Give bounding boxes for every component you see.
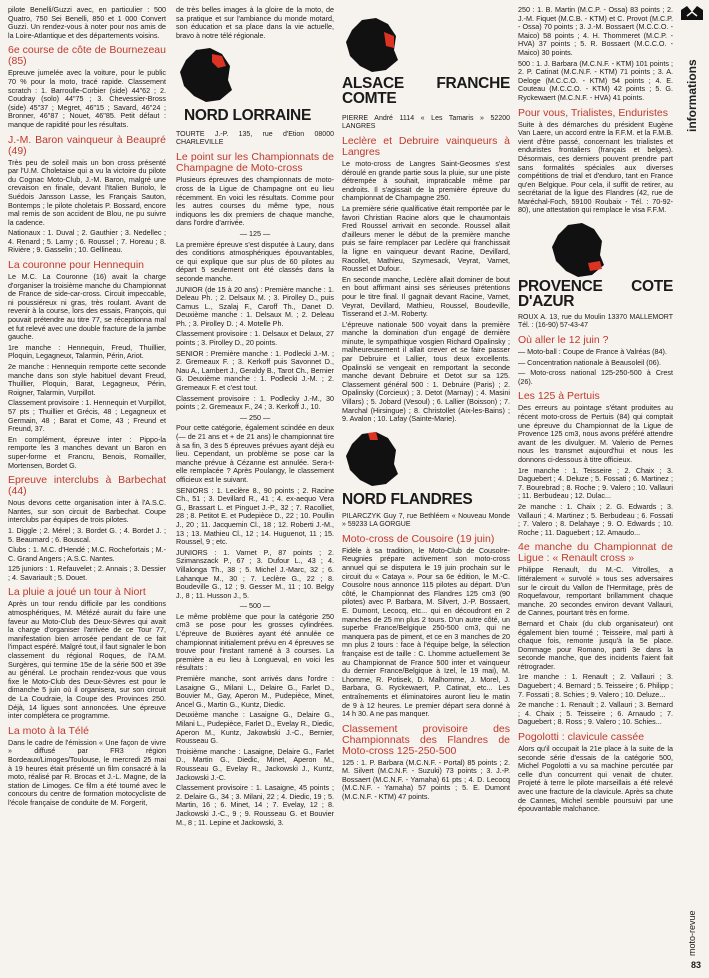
article-heading: La moto à la Télé	[8, 724, 89, 737]
paragraph: — Moto-cross national 125-250-500 à Crest (26).	[518, 368, 673, 386]
article-heading: 4e manche du Championnat de Ligue : « Renault cross »	[518, 541, 673, 565]
france-map-icon	[176, 46, 236, 104]
france-map-icon	[342, 16, 402, 74]
region-address: TOURTE J.-P. 135, rue d'Etion 08000 CHARLEVILLE	[176, 131, 334, 147]
paragraph: Philippe Renault, du M.-C. Vitrolles, a littéralement « survolé » tous ses adversaires sur le circuit du Vallon de l'Hermitage, près de Roquefavour, remportant brillamment chaque manche. 20 secondes environ devant Vallauri, de Cannes, pourtant très en forme.	[518, 565, 673, 618]
section-label	[681, 14, 703, 134]
paragraph: JUNIORS : 1. Varnet P., 87 points ; 2. Szimanszack P., 67 ; 3. Dufour L., 43 ; 4. Villalonga Th., 38 ; 5. Michel J.-Marc, 32 ; 6. Lahanque M., 30 ; 7. Leclère G., 22 ; 8. Boudeville G., 12 ; 9. Gesser M., 11 ; 10. Belgy J., 8 ; 11. Husson J., 5.	[176, 547, 334, 600]
paragraph: Première manche, sont arrivés dans l'ordre : Lasaigne G., Milani L., Delaire G., Farlet D., Bouvier M., Gay, Aperon M., Pudepièce, Minet, Ancel G., Martin G., Kuntz, Diedic.	[176, 674, 334, 709]
magazine-label	[681, 880, 703, 960]
region-title: NORD FLANDRES	[342, 490, 473, 508]
article-heading: Leclère et Debruire vainqueurs à Langres	[342, 135, 510, 158]
paragraph: Troisième manche : Lasaigne, Delaire G., Farlet D., Martin G., Diedic, Minet, Aperon M., Rousseau G., Evelay R., Jackowski J., Kuntz, Jackowski J.-C.	[176, 746, 334, 782]
region-title: PROVENCE COTE D'AZUR	[518, 278, 673, 311]
paragraph: Des erreurs au pointage s'étant produites au récent moto-cross de Pertuis (84) qui comptait une épreuve du Championnat de la Ligue de Provence 125 cm3, nous avons préféré attendre avant de les divulguer. M. Valerio de Pernes nous les transmet aujourd'hui et nous les donnons ci-dessous à titre officieux.	[518, 403, 673, 464]
paragraph: Classement provisoire : 1. Hennequin et Vurpillot, 57 pts ; Thuillier et Grécis, 48 ; Legagneux et Germain, 48 ; Barat et Come, 43 ; Freund et Freund, 37.	[8, 398, 166, 434]
paragraph: Classement provisoire : 1. Podlecky J.-M., 30 points ; 2. Gremeaux F., 24 ; 3. Kerkoff J., 10.	[176, 393, 334, 412]
section-label-text: informations	[685, 59, 699, 132]
region-block-nord-lorraine	[176, 46, 334, 128]
article-heading: Classement provisoire des Championnats des Flandres de Moto-cross 125-250-500	[342, 722, 510, 757]
paragraph: — 500 —	[239, 601, 271, 611]
paragraph: Classement provisoire : 1. Delsaux et Delaux, 27 points ; 3. Pirolley D., 20 points.	[176, 329, 334, 348]
paragraph: Clubs : 1. M.C. d'Hendé ; M.C. Rochefortais ; M.-C. Grand Angers ; A.S.C. Nantes.	[8, 545, 166, 563]
paragraph: L'épreuve nationale 500 voyait dans la première manche la domination d'un engagé de dernière minute, le sympathique vosgien Richard Opalinsky ; malheureusement il allait crever et se faire passer par Debruire et Lallier, tous deux excellents. Opalinski se vengeait en remportant la seconde manche devant Debruire et Detot sur sa 125. Classement général 500 : 1. Debruire (Paris) ; 2. Opalinsky (Corcieux) ; 3. Detot (Marnay) ; 4. Masini Villars) ; 5. Jobard (Vesoul) ; 6. Lallier (Boisson) ; 7. Marchal (Hirsingue) ; 8. Christollet (Aix-les-Bains) ; 9. Avalon ; 10. Lafay (Sainte-Marie).	[342, 319, 510, 424]
article-heading: La couronne pour Hennequin	[8, 259, 145, 272]
paragraph: Le M.C. La Couronne (16) avait la charge d'organiser la troisième manche du Championnat de France de side-car-cross. Circuit impeccable, ni poussiéreux ni gras, très roulant. Avant de revenir à la course, lors des essais, François, qui pouvait prétendre au titre 77, se réceptionna mal et fut relevé avec une double fracture de la jambe gauche.	[8, 272, 166, 342]
magazine-name: moto-revue	[687, 910, 697, 956]
paragraph: 1re manche : 1. Teisseire ; 2. Chaix ; 3. Daguebert ; 4. Deluze ; 5. Fossati ; 6. Martinez ; 7. Bourebrad ; 8. Roche ; 9. Valero ; 10. Vallauri ; 11. Berbudeau ; 12. Dulac...	[518, 465, 673, 501]
paragraph: JUNIOR (de 15 à 20 ans) : Première manche : 1. Deleau Ph. ; 2. Delsaux M. ; 3. Pirolley D., puis Camus L., Szalaj F., Caroff Th., Danet D. Deuxième manche : 1. Delsaux M. ; 2. Deleau Ph. ; 3. Pirolley D. ; 4. Motelle Ph.	[176, 284, 334, 328]
paragraph: Classement provisoire : 1. Lasaigne, 45 points ; 2. Delaire G., 34 ; 3. Milani, 22 ; 4. Diedic, 19 ; 5. Martin, 16 ; 6. Minet, 14 ; 7. Evelay, 12 ; 8. Jackowski J.-C., 9 ; 9. Rousseau G. et Bouvier M., 8 ; 11. Lepine et Jackowski, 3.	[176, 783, 334, 827]
paragraph: — 250 —	[239, 412, 271, 422]
paragraph: Dans le cadre de l'émission « Une façon de vivre » diffusé par FR3 région Bordeaux/Limoges/Toulouse, le mercredi 25 mai à 19 heures était présenté un film consacré à la moto, réalisé par R. Brocas et J.-L. Magne, de la station de Limoges. Ce film a été tourné avec le concours du centre de formation motocycliste de l'école française de conduite de M. Forgerit,	[8, 737, 166, 807]
paragraph: 1re manche : Hennequin, Freud, Thuillier, Ploquin, Legagneux, Talarmin, Périn, Ariot.	[8, 342, 166, 361]
paragraph: Plusieurs épreuves des championnats de moto-cross de la Ligue de Champagne ont eu lieu récemment. En voici les résultats. Comme pour les autres courses du même type, nous indiquons les dix premiers de chaque manche, dans l'ordre d'arrivée.	[176, 175, 334, 228]
paragraph: 2e manche : Hennequin remporte cette seconde manche dans son style habituel devant Freud, Thuillier, Ploquin, Barat, Legagneux, Périn, Roigner, Talarmin, Vurpillot.	[8, 362, 166, 397]
paragraph: — 125 —	[239, 228, 271, 238]
paragraph: La première épreuve s'est disputée à Laury, dans des conditions atmosphériques épouvantables, ce qui explique que sur plus de 60 pilotes au départ 5 seulement ont été classés dans la seconde manche.	[176, 239, 334, 283]
france-map-icon	[548, 221, 608, 279]
article-heading: Les 125 à Pertuis	[518, 390, 600, 403]
column-2	[176, 6, 334, 946]
paragraph: Le moto-cross de Langres Saint-Geosmes s'est déroulé en grande partie sous la pluie, sur une piste détrempée à souhait, impraticable même par endroits. Il s'agissait de la première épreuve du championnat de Champagne 250.	[342, 159, 510, 203]
paragraph: La première série qualificative était remportée par le favori Christian Racine alors que le chaumontais Fred Roussel arrivait en seconde. Roussel allait d'ailleurs mener le début de la première manche puis se faire remplacer par Leclère qui franchissait la ligne en vainqueur devant Racine, Devillard, Racollet, Mathieu, Szymesack, Veyrat, Varnet, Roussel et Dufour.	[342, 203, 510, 274]
region-address: ROUX A. 13, rue du Moulin 13370 MALLEMORT Tél. : (16-90) 57-43-47	[518, 314, 673, 330]
region-block-provence	[518, 221, 673, 311]
article-heading: Epreuve interclubs à Barbechat (44)	[8, 474, 166, 498]
region-block-nord-flandres	[342, 430, 510, 510]
paragraph: 2e manche : 1. Chaix ; 2. G. Edwards ; 3. Vallauri ; 4. Martinez ; 5. Berbudeau ; 6. Fossati ; 7. Valero ; 8. Delahaye ; 9. O. Edwards ; 10. Roche ; 11. Daguebert ; 12. Amaudo...	[518, 501, 673, 537]
paragraph: Pour cette catégorie, également scindée en deux (— de 21 ans et + de 21 ans) le championnat tire à sa fin, 3 des 5 épreuves prévues ayant déjà eu lieu. Cependant, un problème se pose car la manche prévue à Cézanne est annulée. Sera-t-elle remplacée ? Après Poulangy, le classement officieux est le suivant.	[176, 423, 334, 484]
paragraph: pilote Benelli/Guzzi avec, en particulier : 500 Quatro, 750 Sei Benelli, 850 et 1 000 Convert Guzzi. Un rendez-vous à noter pour nos amis de la Loire-Atlantique et des départements voisins.	[8, 6, 166, 40]
article-heading: Le point sur les Championnats de Champagne de Moto-cross	[176, 151, 334, 175]
paragraph: Après un tour rendu difficile par les conditions atmosphériques, M. Métézé aurait du faire une faveur au Moto-Club des Deux-Sèvres qui avait la charge d'organiser l'arrivée de ce Tour 77, manifestation bien arrosée pendant de ce fait l'impact espéré. Malgré tout, il faut signaler le bon classement du régional Roques, de l'A.M. Surgères, qui termine 15e de la série 500 et 39e au général. Le prochain rendez-vous que vous fixe le Moto-Club des Deux-Sèvres est pour le dimanche 5 juin où il organisera, sur son circuit de La Coudraie, la Coupe des Provinces 250. Déjà, 14 ligues sont annoncées. Une épreuve inter complétera ce programme.	[8, 599, 166, 721]
article-heading: Moto-cross de Cousoire (19 juin)	[342, 532, 495, 545]
paragraph: SENIOR : Première manche : 1. Podlecki J.-M. ; 2. Gremeaux F. ; 3. Kerkoff puis Savonnet D., Nau A., Lambert J., Geraldy B., Tarot Ch., Bernier G. Deuxième manche : 1. Podlecki J.-M. ; 2. Gremeaux F. et c'est tout.	[176, 348, 334, 393]
column-4	[518, 6, 673, 946]
paragraph: Suite à des démarches du président Eugène Van Laere, un accord entre la F.F.M. et la F.M.B. vient d'être passé, concernant les trialistes et enduristes frontaliers (français et belges). Désormais, ces derniers pouvent prendre part sans formalités spéciales aux diverses compétitions de trial et d'enduro, tant en France qu'en Belgique. Pour cela, il suffit de retirer, au secrétariat de la ligue des Flandres (42, rue de Maréchal-Foch, 59100 Roubaix - Tél. : 70-92-80), une attestation qui remplace le visa F.F.M.	[518, 119, 673, 215]
paragraph: 1. Diggle ; 2. Mérel ; 3. Bordet G. ; 4. Bordet J. ; 5. Beaumard ; 6. Bouscal.	[8, 525, 166, 544]
paragraph: de très belles images à la gloire de la moto, de sa pratique et sur l'ambiance du monde motard, son éducation et sa place dans la vie actuelle, bravo à notre télé régionale.	[176, 6, 334, 40]
article-heading: Pour vous, Trialistes, Enduristes	[518, 106, 668, 119]
paragraph: 2e manche : 1. Renault ; 2. Vallauri ; 3. Bernard ; 4. Chaix ; 5. Teisseire ; 6. Arnaudo ; 7. Daguebert ; 8. Ross ; 9. Valero ; 10. Schies...	[518, 700, 673, 727]
paragraph: — Concentration nationale à Beausoleil (06).	[518, 357, 662, 367]
paragraph: Nous devons cette organisation inter à l'A.S.C. Nantes, sur son circuit de Barbechat. Coupe interclubs par équipes de trois pilotes.	[8, 498, 166, 525]
france-map-icon	[342, 430, 402, 488]
paragraph: 1re manche : 1. Renault ; 2. Vallauri ; 3. Daguebert ; 4. Bernard ; 5. Teisseire ; 6. Philipp ; 7. Fossati ; 8. Schies ; 9. Valero ; 10. Deluze...	[518, 672, 673, 699]
article-heading: J.-M. Baron vainqueur à Beaupré (49)	[8, 133, 166, 157]
article-heading: Où aller le 12 juin ?	[518, 334, 609, 347]
paragraph: 125 juniors : 1. Refauvelet ; 2. Annais ; 3. Dessier ; 4. Savariault ; 5. Douet.	[8, 564, 166, 582]
paragraph: Epreuve jumelée avec la voiture, pour le public 70 % pour la moto, tracé rapide. Classement scratch : 1. Barroulle-Corbier (side) 44"62 ; 2. Coudray (solo) 44"75 ; 3. Chevessier-Bross (side) 45"37 ; Megret, 46"15 ; Savard, 46"24 ; Bronner, 46"87 ; Nouet, 46"85. Petit défaut : manque de rapidité pour les résultats.	[8, 68, 166, 129]
region-block-alsace	[342, 16, 510, 112]
region-address: PIERRE André 1114 « Les Tamaris » 52200 LANGRES	[342, 115, 510, 130]
paragraph: Le même problème que pour la catégorie 250 cm3 se pose pour les grosses cylindrées. L'épreuve de Buxières ayant été annulée ce championnat initialement prévu en 4 épreuves se trouve pour l'instant ramené à 3 courses. La première a eu lieu à Longueval, en voici les résultats :	[176, 611, 334, 673]
article-heading: Pogolotti : clavicule cassée	[518, 731, 645, 744]
paragraph: Alors qu'il occupait la 21e place à la suite de la seconde série d'essais de la catégorie 500, Michel Pogolotti a vu sa machine percutée par celle d'un concurrent qui venait de chuter. Projeté à terre le pilote marseillais a été relevé avec une fracture de la clavicule. Après sa chute de Cannes, Michel semble poursuivi par une épouvantable malchance.	[518, 744, 673, 814]
paragraph: 500 : 1. J. Barbara (M.C.N.F. - KTM) 101 points ; 2. P. Catinat (M.C.N.F. - KTM) 71 points ; 3. A. Deloge (M.C.C.O. - KTM) 54 points ; 4. E. Couteau (M.C.C.O. - KTM) 42 points ; 5. G. Ryckewaert (M.C.N.F. - HVA) 41 points.	[518, 58, 673, 102]
region-address: PILARCZYK Guy 7, rue Bethléem « Nouveau Monde » 59233 LA GORGUE	[342, 512, 510, 528]
paragraph: SENIORS : 1. Leclère 8., 90 points ; 2. Racine Ch., 51 ; 3. Devillard R., 41 ; 4. ex-aequo Vera G., Brassart L. et Pinguet J.-P., 32 ; 7. Racolliet, 28 ; 8. Petitot E. et Pudepièce D., 22 ; 10. Poullin J., 20 ; 11. Jacquemin Cl., 18 ; 12. Roberti J.-M., 13 ; 13. Mathieu Cl., 12 ; 14. Huguenot, 11 ; 15. Roussel, 9 ; etc.	[176, 485, 334, 547]
paragraph: Très peu de soleil mais un bon cross présenté par l'U.M. Choletaise qui a vu la victoire du pilote du Cognac Moto-Club, J.-M. Baron, malgré une crevaison en finale, devant l'Italien Buriolo, le Suédois Jansson Lasse, les Français Sauton, Bontemps ; le pilote choletais P. Bossard, encore mal remis de son accident de Blou, ne pu suivre la cadence.	[8, 157, 166, 227]
paragraph: Nationaux : 1. Duval ; 2. Gauthier ; 3. Nedellec ; 4. Renard ; 5. Lamy ; 6. Roussel ; 7. Horeau ; 8. Rivière ; 9. Gasselin ; 10. Gellineau.	[8, 228, 166, 255]
paragraph: Deuxième manche : Lasaigne G., Delaire G., Milani L., Pudepièce, Farlet D., Evelay R., Diedic, Aperon M., Kuntz, Jakowbski J.-C., Bernier, Rousseau G.	[176, 710, 334, 746]
paragraph: En seconde manche, Leclère allait dominer de bout en bout affirmant ainsi ses sérieuses prétentions pour le titre final. Il gagnait devant Racine, Varnet, Veyrat, Devillard, Mathieu, Roussel, Boudeville, Tisserand et J.-M. Roberty.	[342, 274, 510, 319]
column-1	[8, 6, 166, 946]
paragraph: Bernard et Chaix (du club organisateur) ont également bien tourné ; Teisseire, mal parti à chaque fois, remonte jusqu'à la 5e place. Dommage pour Romano, parti 3e dans la seconde manche, que des incidents l'aient fait rétrograder.	[518, 618, 673, 671]
paragraph: En complément, épreuve inter : Pippo-la remporte les 3 manches devant un Baron en super-forme et Francru, Benois, Romailler, Mortensen, Bordet G.	[8, 434, 166, 470]
region-title: NORD LORRAINE	[184, 107, 311, 125]
column-3	[342, 6, 510, 946]
page-number: 83	[690, 960, 701, 970]
paragraph: 125 : 1. P. Barbara (M.C.N.F. - Portal) 85 points ; 2. M. Silvert (M.C.N.F. - Suzuki) 73 points ; 3. J.-P. Bossaert (M.C.N.F. - Yamaha) 61 pts ; 4. D. Lecocq (M.C.N.F. - Yamaha) 57 points ; 5. E. Dumont (M.C.N.F. - KTM) 47 points.	[342, 757, 510, 802]
article-heading: 6e course de côte de Bournezeau (85)	[8, 44, 166, 68]
article-heading: La pluie a joué un tour à Niort	[8, 586, 146, 599]
paragraph: Fidèle à sa tradition, le Moto-Club de Cousolre-Reugnies prépare activement son moto-cross annuel qui se disputera le 19 juin prochain sur le circuit du « Cataya ». Pour sa 6e édition, le M.-C. Cousolre nous annonce 115 pilotes au départ. D'un côté, le Championnat des Flandres 125 cm3 (90 pilotes) avec P. Barbara, M. Silvert, J.-P. Bossaert, E. Dumont, Lecocq, etc... qui en découdront en 2 manches de 25 mn plus 2 tours. D'un autre côté, un superbe France/Belgique 250-500 cm3, qui ne manquera pas de piment, et ce en 3 manches de 20 mn plus 2 tours : face à l'équipe belge, la sélection française est de taille : C. Lhomme actuellement 3e au Championnat de France 500 inter et vainqueur du dernier France/Belgique à Izel, le 19 mai), M. Lhomme, R. Potisek, D. Malhomme, J. Morel, J. Barbara, G. Ryckewaert, P. Catinat, etc... Les entraînements et éliminatoires auront lieu le matin de 9 à 12 heures. Le premier départ sera donné à 14 h 30. A ne pas manquer.	[342, 545, 510, 719]
paragraph: — Moto-ball : Coupe de France à Valréas (84).	[518, 347, 667, 357]
region-title: ALSACE FRANCHE COMTE	[342, 75, 510, 107]
paragraph: 250 : 1. B. Martin (M.C.P. - Ossa) 83 points ; 2. J.-M. Fiquet (M.C.B. - KTM) et C. Provot (M.C.P. - Ossa) 70 points ; 3. J.-M. Bossaert (M.C.C.O. - Maico) 58 points ; 4. H. Thommeret (M.C.P. - HVA) 37 points ; 5. R. Bossaert (M.C.C.O. - Maico) 30 points.	[518, 6, 673, 57]
